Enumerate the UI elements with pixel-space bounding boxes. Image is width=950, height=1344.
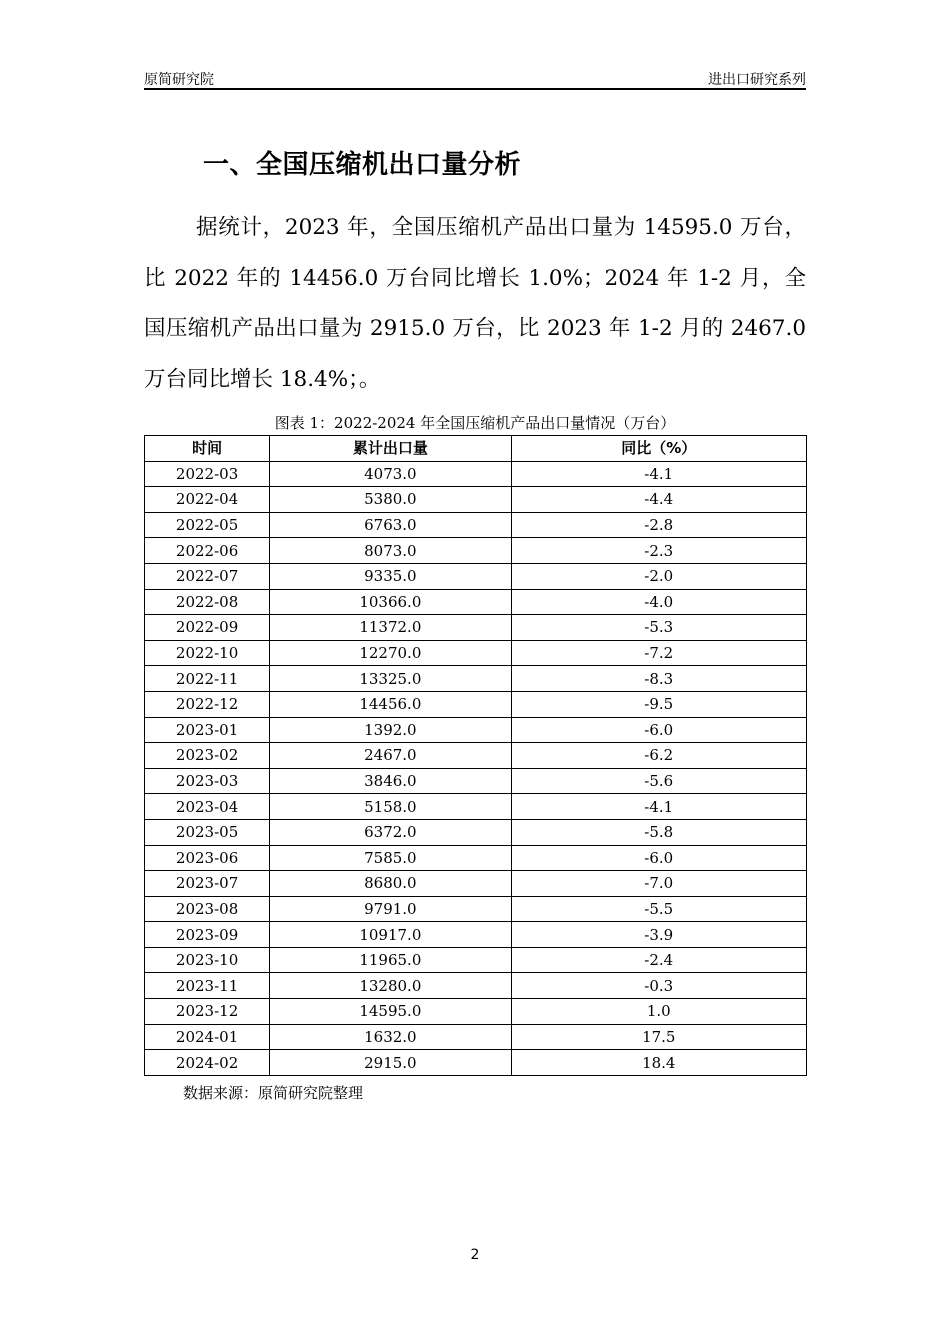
table-body bbox=[145, 461, 807, 1075]
cell-yoy: -7.0 bbox=[511, 871, 806, 897]
cell-cumulative: 8073.0 bbox=[270, 538, 511, 564]
cell-time: 2024-01 bbox=[145, 1024, 270, 1050]
cell-cumulative: 9791.0 bbox=[270, 896, 511, 922]
cell-cumulative: 13280.0 bbox=[270, 973, 511, 999]
cell-cumulative: 6372.0 bbox=[270, 819, 511, 845]
cell-cumulative: 11965.0 bbox=[270, 947, 511, 973]
cell-time: 2023-05 bbox=[145, 819, 270, 845]
table-row bbox=[145, 487, 807, 513]
table-row bbox=[145, 461, 807, 487]
cell-cumulative: 1632.0 bbox=[270, 1024, 511, 1050]
table-row bbox=[145, 819, 807, 845]
cell-time: 2024-02 bbox=[145, 1050, 270, 1076]
cell-yoy: -4.1 bbox=[511, 461, 806, 487]
cell-yoy: -3.9 bbox=[511, 922, 806, 948]
table-row bbox=[145, 743, 807, 769]
cell-yoy: 1.0 bbox=[511, 999, 806, 1025]
cell-yoy: -5.6 bbox=[511, 768, 806, 794]
cell-cumulative: 3846.0 bbox=[270, 768, 511, 794]
export-volume-table bbox=[144, 435, 807, 1076]
cell-yoy: -2.0 bbox=[511, 563, 806, 589]
table-row bbox=[145, 922, 807, 948]
table-row bbox=[145, 896, 807, 922]
cell-time: 2023-12 bbox=[145, 999, 270, 1025]
header-cumulative: 累计出口量 bbox=[270, 436, 511, 462]
table-row bbox=[145, 845, 807, 871]
table-row bbox=[145, 871, 807, 897]
cell-cumulative: 13325.0 bbox=[270, 666, 511, 692]
cell-yoy: -5.8 bbox=[511, 819, 806, 845]
table-row bbox=[145, 999, 807, 1025]
cell-cumulative: 5380.0 bbox=[270, 487, 511, 513]
cell-yoy: -6.0 bbox=[511, 717, 806, 743]
cell-yoy: -6.2 bbox=[511, 743, 806, 769]
cell-cumulative: 7585.0 bbox=[270, 845, 511, 871]
table-header-row bbox=[145, 436, 807, 462]
cell-cumulative: 1392.0 bbox=[270, 717, 511, 743]
cell-cumulative: 2915.0 bbox=[270, 1050, 511, 1076]
table-row bbox=[145, 794, 807, 820]
cell-time: 2023-09 bbox=[145, 922, 270, 948]
cell-cumulative: 2467.0 bbox=[270, 743, 511, 769]
header-divider bbox=[144, 88, 806, 90]
page-number: 2 bbox=[470, 1247, 480, 1263]
cell-yoy: 18.4 bbox=[511, 1050, 806, 1076]
cell-yoy: -7.2 bbox=[511, 640, 806, 666]
cell-cumulative: 10917.0 bbox=[270, 922, 511, 948]
cell-cumulative: 6763.0 bbox=[270, 512, 511, 538]
cell-cumulative: 4073.0 bbox=[270, 461, 511, 487]
cell-time: 2022-10 bbox=[145, 640, 270, 666]
cell-time: 2022-06 bbox=[145, 538, 270, 564]
cell-time: 2023-02 bbox=[145, 743, 270, 769]
cell-time: 2022-07 bbox=[145, 563, 270, 589]
cell-time: 2023-01 bbox=[145, 717, 270, 743]
cell-yoy: -6.0 bbox=[511, 845, 806, 871]
cell-time: 2023-03 bbox=[145, 768, 270, 794]
table-row bbox=[145, 768, 807, 794]
cell-time: 2022-12 bbox=[145, 691, 270, 717]
page-header-right: 进出口研究系列 bbox=[708, 72, 806, 88]
cell-time: 2022-03 bbox=[145, 461, 270, 487]
table-row bbox=[145, 947, 807, 973]
page-header-left: 原简研究院 bbox=[144, 72, 214, 88]
table-row bbox=[145, 640, 807, 666]
table-row bbox=[145, 973, 807, 999]
cell-time: 2023-08 bbox=[145, 896, 270, 922]
cell-cumulative: 9335.0 bbox=[270, 563, 511, 589]
cell-yoy: -0.3 bbox=[511, 973, 806, 999]
source-note: 数据来源：原简研究院整理 bbox=[183, 1084, 364, 1102]
table-row bbox=[145, 666, 807, 692]
cell-yoy: -2.3 bbox=[511, 538, 806, 564]
cell-yoy: -4.0 bbox=[511, 589, 806, 615]
cell-yoy: -5.5 bbox=[511, 896, 806, 922]
table-row bbox=[145, 691, 807, 717]
cell-time: 2022-05 bbox=[145, 512, 270, 538]
cell-cumulative: 5158.0 bbox=[270, 794, 511, 820]
table-row bbox=[145, 512, 807, 538]
header-yoy: 同比（%） bbox=[511, 436, 806, 462]
cell-time: 2022-11 bbox=[145, 666, 270, 692]
cell-cumulative: 12270.0 bbox=[270, 640, 511, 666]
cell-cumulative: 11372.0 bbox=[270, 615, 511, 641]
section-title: 一、全国压缩机出口量分析 bbox=[203, 150, 522, 180]
table-caption: 图表 1：2022-2024 年全国压缩机产品出口量情况（万台） bbox=[274, 414, 676, 432]
cell-yoy: -9.5 bbox=[511, 691, 806, 717]
cell-cumulative: 14456.0 bbox=[270, 691, 511, 717]
table-row bbox=[145, 717, 807, 743]
cell-time: 2023-10 bbox=[145, 947, 270, 973]
table-row bbox=[145, 589, 807, 615]
header-time: 时间 bbox=[145, 436, 270, 462]
cell-time: 2023-11 bbox=[145, 973, 270, 999]
cell-cumulative: 14595.0 bbox=[270, 999, 511, 1025]
cell-time: 2023-06 bbox=[145, 845, 270, 871]
table-row bbox=[145, 563, 807, 589]
cell-yoy: -4.1 bbox=[511, 794, 806, 820]
cell-cumulative: 10366.0 bbox=[270, 589, 511, 615]
table-row bbox=[145, 1024, 807, 1050]
cell-yoy: -4.4 bbox=[511, 487, 806, 513]
cell-time: 2022-04 bbox=[145, 487, 270, 513]
cell-cumulative: 8680.0 bbox=[270, 871, 511, 897]
cell-yoy: -8.3 bbox=[511, 666, 806, 692]
cell-time: 2022-08 bbox=[145, 589, 270, 615]
cell-time: 2023-04 bbox=[145, 794, 270, 820]
table-row bbox=[145, 538, 807, 564]
cell-yoy: -2.8 bbox=[511, 512, 806, 538]
cell-yoy: -5.3 bbox=[511, 615, 806, 641]
cell-time: 2023-07 bbox=[145, 871, 270, 897]
table-row bbox=[145, 615, 807, 641]
table-row bbox=[145, 1050, 807, 1076]
cell-yoy: 17.5 bbox=[511, 1024, 806, 1050]
body-paragraph: 据统计，2023 年，全国压缩机产品出口量为 14595.0 万台，比 2022 年的 14456.0 万台同比增长 1.0%；2024 年 1-2 月，全国压缩机产品出口量为 2915.0 万台，比 2023 年 1-2 月的 2467.0 万台同比增长 18.4%；。 bbox=[144, 215, 806, 392]
cell-time: 2022-09 bbox=[145, 615, 270, 641]
cell-yoy: -2.4 bbox=[511, 947, 806, 973]
